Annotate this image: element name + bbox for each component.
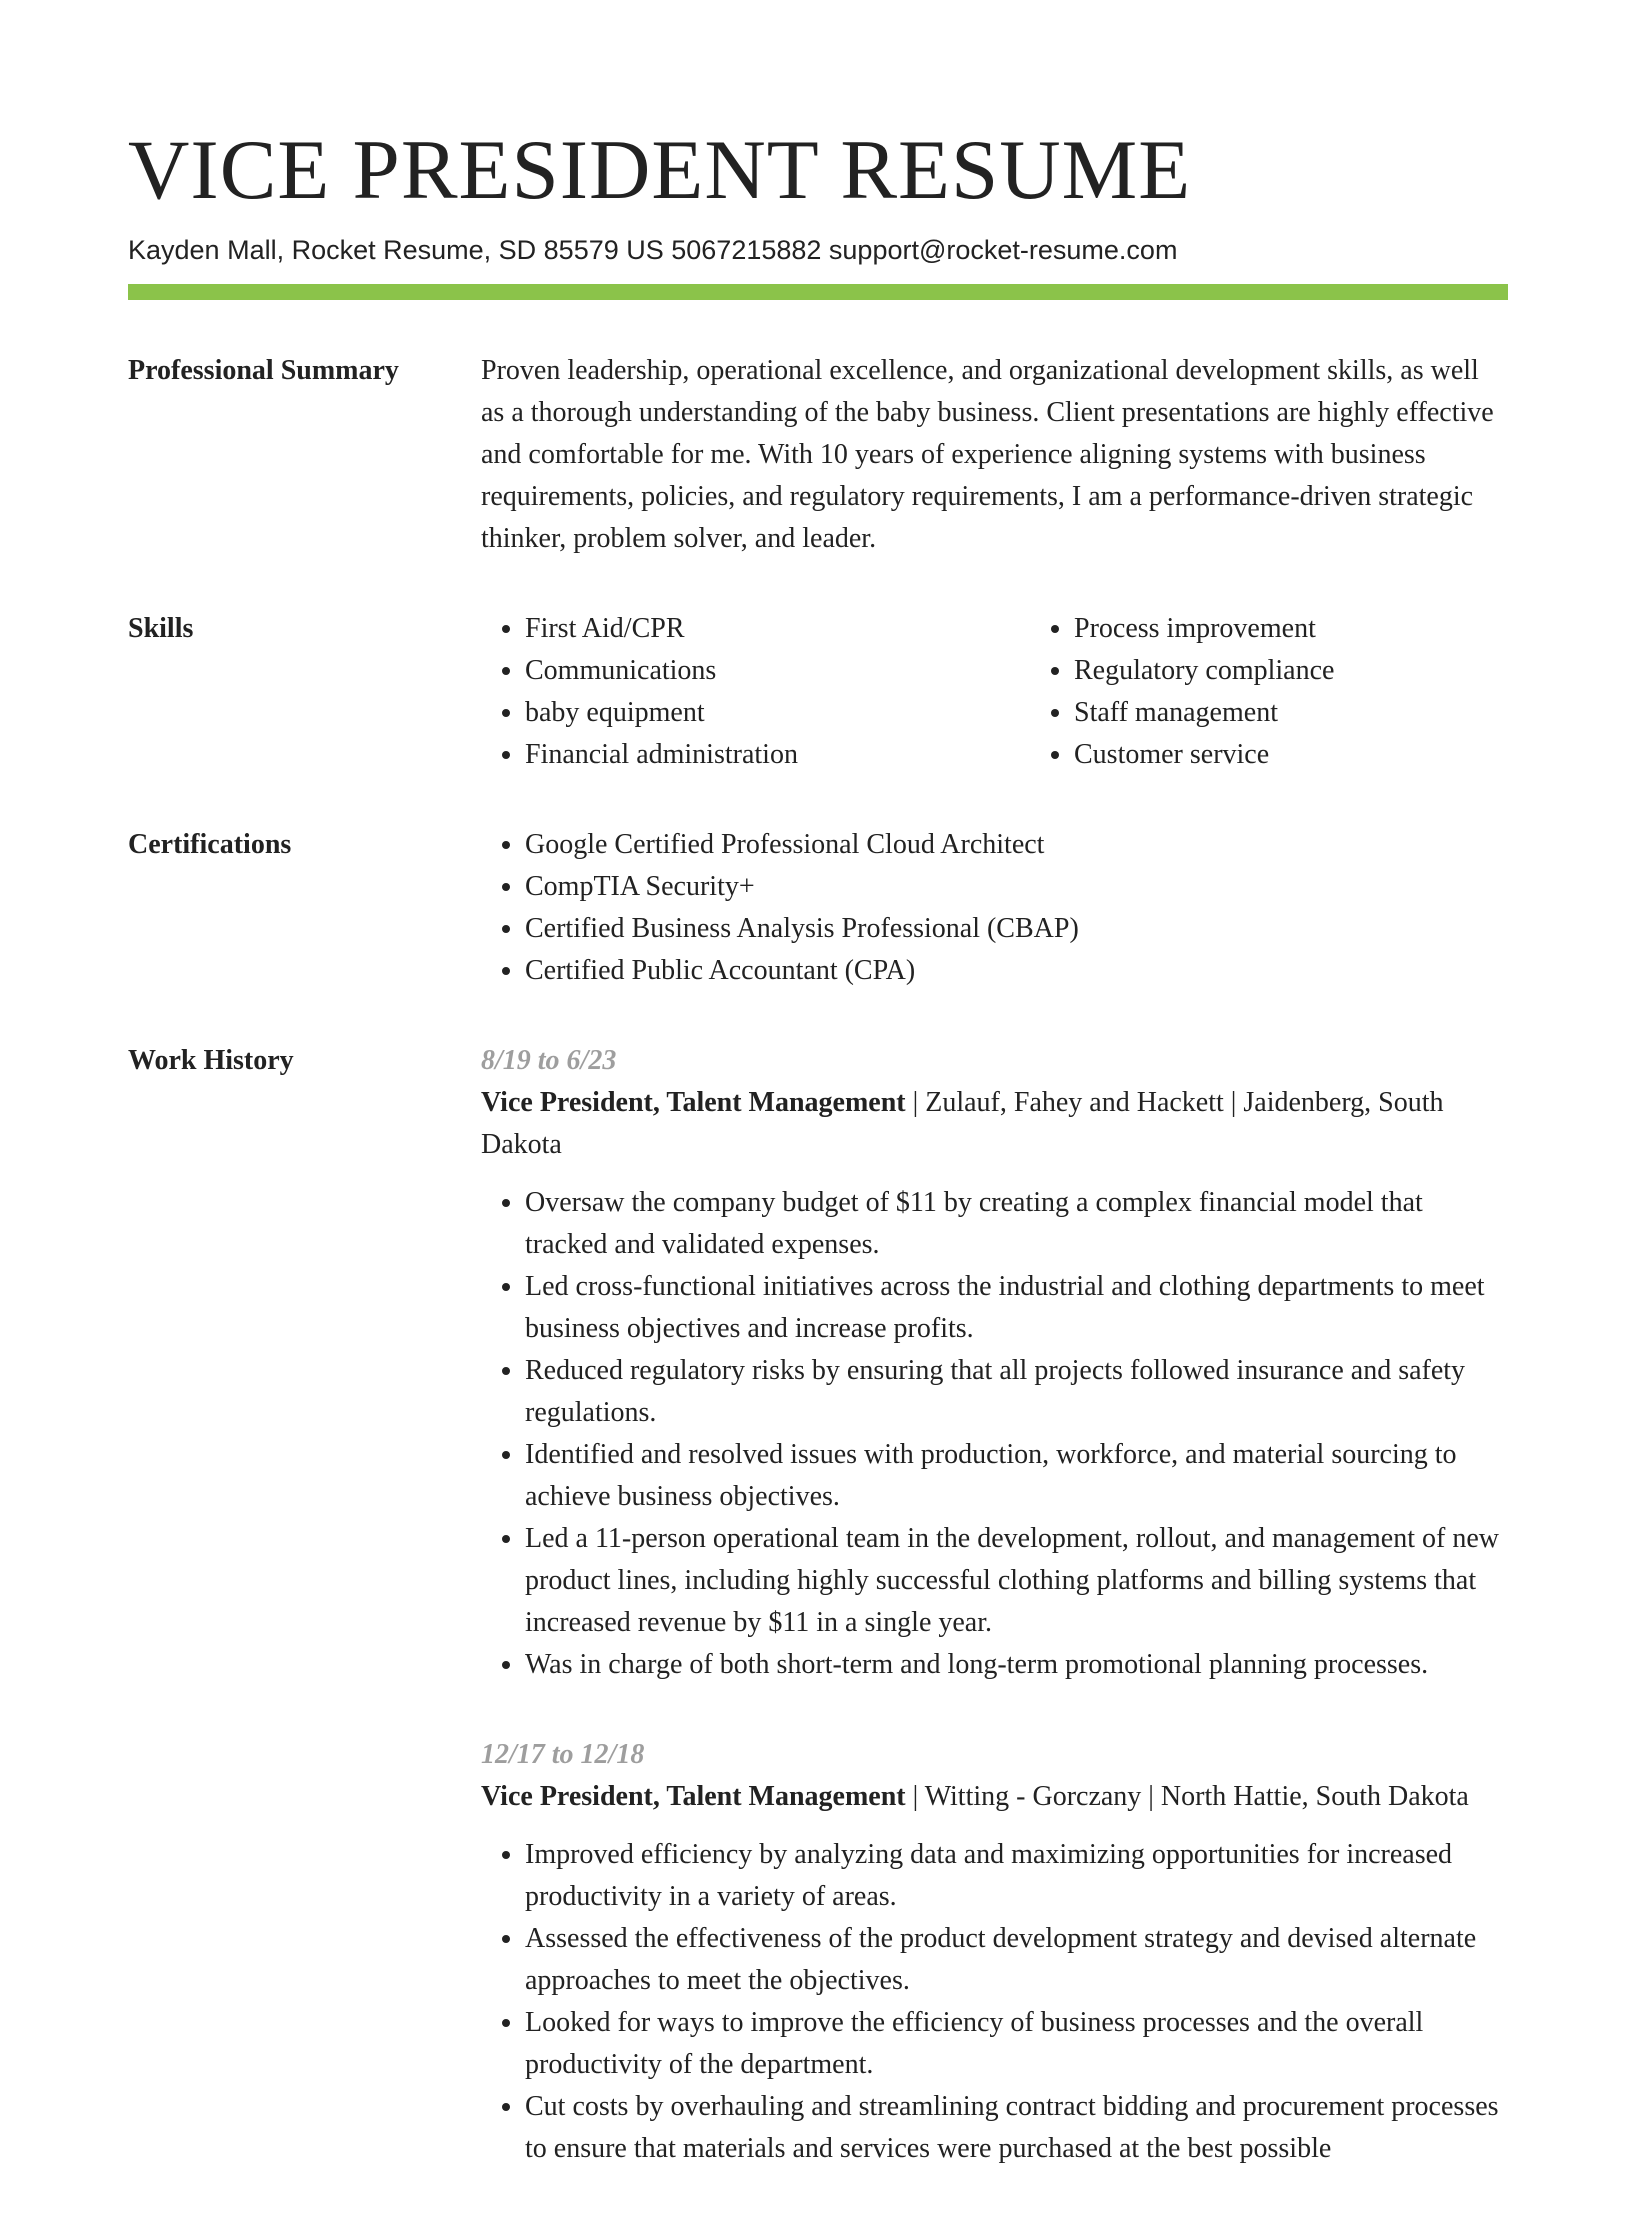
skill-item: • Customer service	[1074, 734, 1579, 776]
summary-text: Proven leadership, operational excellence, and organizational development skills, as well as a thorough understanding of the baby business. Client presentations are highly effective and comfortable for me. With 10 years of experience aligning systems with business requirements, policies, and regulatory requirements, I am a performance-driven strategic thinker, problem solver, and leader.	[481, 355, 1494, 554]
resume-page	[128, 0, 1508, 2218]
certifications-list	[481, 824, 1508, 992]
skill-item: • First Aid/CPR	[525, 608, 1030, 650]
skills-section	[128, 608, 1508, 776]
job-bullet: • Identified and resolved issues with production, workforce, and material sourcing to achieve business objectives.	[525, 1434, 1508, 1518]
certification-item: • CompTIA Security+	[525, 866, 1508, 908]
certification-item: • Certified Business Analysis Professional (CBAP)	[525, 908, 1508, 950]
resume-title: VICE PRESIDENT RESUME	[128, 123, 1192, 217]
work-history-content	[481, 1040, 1508, 2218]
work-history-label: Work History	[128, 1045, 294, 1076]
job-bullet: • Improved efficiency by analyzing data and maximizing opportunities for increased productivity in a variety of areas.	[525, 1834, 1508, 1918]
skill-item: • Staff management	[1074, 692, 1579, 734]
job-bullet: • Assessed the effectiveness of the product development strategy and devised alternate approaches to meet the objectives.	[525, 1918, 1508, 2002]
job-entry	[481, 1734, 1508, 2170]
job-bullet: • Cut costs by overhauling and streamlining contract bidding and procurement processes to ensure that materials and services were purchased at the best possible	[525, 2086, 1508, 2170]
header-divider	[128, 284, 1508, 300]
skill-item: • Process improvement	[1074, 608, 1579, 650]
job-details: | Witting - Gorczany | North Hattie, South Dakota	[905, 1781, 1469, 1812]
job-dates: 12/17 to 12/18	[481, 1739, 645, 1770]
job-bullets	[481, 1182, 1508, 1686]
certifications-section	[128, 824, 1508, 992]
job-heading	[481, 1082, 1508, 1166]
skill-item: • baby equipment	[525, 692, 1030, 734]
skills-list-left	[481, 608, 1030, 776]
job-bullet: • Led cross-functional initiatives across the industrial and clothing departments to meet business objectives and increase profits.	[525, 1266, 1508, 1350]
certification-item: • Certified Public Accountant (CPA)	[525, 950, 1508, 992]
job-dates: 8/19 to 6/23	[481, 1045, 617, 1076]
skills-content	[481, 608, 1579, 776]
job-heading	[481, 1776, 1508, 1818]
job-details: | Zulauf, Fahey and Hackett | Jaidenberg, South Dakota	[481, 1087, 1444, 1160]
skills-label: Skills	[128, 613, 194, 644]
job-bullet: • Was in charge of both short-term and long-term promotional planning processes.	[525, 1644, 1508, 1686]
summary-content	[481, 350, 1508, 560]
job-entry	[481, 1040, 1508, 1686]
job-title: Vice President, Talent Management	[481, 1087, 906, 1118]
job-bullets	[481, 1834, 1508, 2170]
summary-label: Professional Summary	[128, 355, 399, 386]
summary-section	[128, 350, 1508, 560]
contact-line: Kayden Mall, Rocket Resume, SD 85579 US 5067215882 support@rocket-resume.com	[128, 235, 1178, 265]
skill-item: • Financial administration	[525, 734, 1030, 776]
job-bullet: • Reduced regulatory risks by ensuring that all projects followed insurance and safety regulations.	[525, 1350, 1508, 1434]
skill-item: • Regulatory compliance	[1074, 650, 1579, 692]
certifications-label: Certifications	[128, 829, 292, 860]
certifications-content	[481, 824, 1508, 992]
job-bullet: • Oversaw the company budget of $11 by creating a complex financial model that tracked and validated expenses.	[525, 1182, 1508, 1266]
job-bullet: • Looked for ways to improve the efficiency of business processes and the overall productivity of the department.	[525, 2002, 1508, 2086]
job-title: Vice President, Talent Management	[481, 1781, 906, 1812]
work-history-section	[128, 1040, 1508, 2218]
certification-item: • Google Certified Professional Cloud Architect	[525, 824, 1508, 866]
skills-list-right	[1030, 608, 1579, 776]
skill-item: • Communications	[525, 650, 1030, 692]
job-bullet: • Led a 11-person operational team in the development, rollout, and management of new product lines, including highly successful clothing platforms and billing systems that increased revenue by $11 in a single year.	[525, 1518, 1508, 1644]
